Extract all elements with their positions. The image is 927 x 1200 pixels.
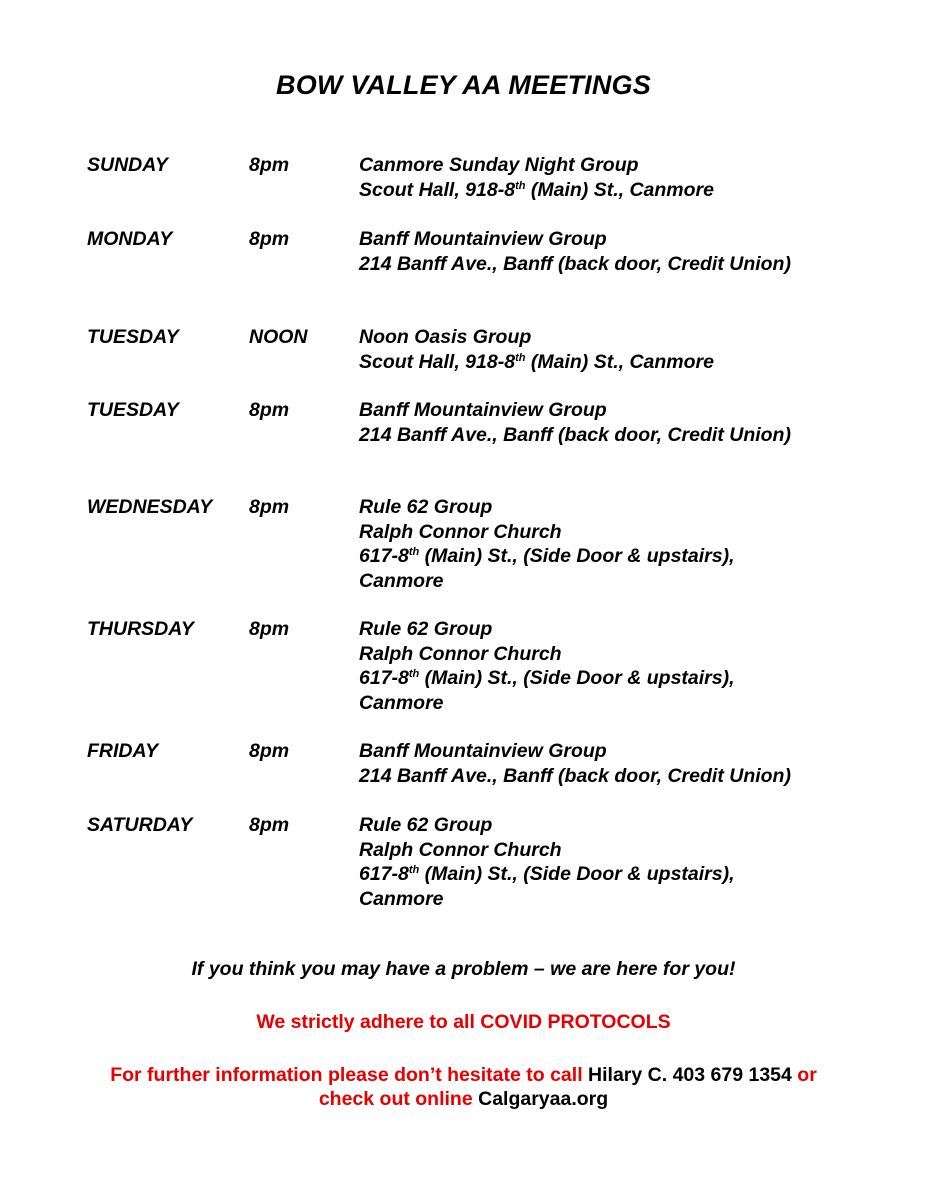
meeting-location	[359, 813, 919, 911]
address-text: (Main) St., Canmore	[525, 350, 714, 373]
meeting-address-line	[359, 887, 919, 912]
address-text: 617-8	[359, 545, 409, 567]
meeting-time: NOON	[249, 326, 308, 348]
address-text: 214 Banff Ave., Banff (back door, Credit Union)	[359, 252, 791, 275]
meeting-time: 8pm	[249, 228, 290, 250]
meeting-address-line	[359, 178, 919, 203]
address-text: 214 Banff Ave., Banff (back door, Credit Union)	[359, 423, 791, 446]
address-text: Canmore	[359, 569, 444, 592]
meeting-time: 8pm	[249, 154, 290, 176]
address-text: Canmore	[359, 887, 444, 910]
address-text: 214 Banff Ave., Banff (back door, Credit Union)	[359, 764, 791, 787]
meeting-address-line	[359, 252, 919, 277]
address-text: 617-8	[359, 863, 409, 885]
tagline: If you think you may have a problem – we are here for you!	[191, 958, 736, 980]
meeting-address-line	[359, 350, 919, 375]
meeting-address-line	[359, 764, 919, 789]
meeting-location	[359, 495, 919, 593]
meeting-location	[359, 153, 919, 202]
meeting-time: 8pm	[249, 740, 290, 762]
address-text: Ralph Connor Church	[359, 838, 562, 861]
meeting-day: TUESDAY	[87, 399, 179, 421]
meeting-address-line	[359, 544, 919, 569]
contact-phone: Hilary C. 403 679 1354	[588, 1064, 792, 1086]
meeting-time: 8pm	[249, 618, 290, 640]
meeting-group-name: Rule 62 Group	[359, 618, 493, 640]
address-text: (Main) St., Canmore	[525, 178, 714, 201]
meeting-day: FRIDAY	[87, 740, 159, 762]
meeting-address-line	[359, 838, 919, 863]
meeting-group-name: Banff Mountainview Group	[359, 399, 607, 421]
info-text-online: check out online	[318, 1088, 479, 1110]
meeting-location	[359, 398, 919, 447]
address-text: Scout Hall, 918-8	[359, 350, 516, 373]
meeting-address-line	[359, 666, 919, 691]
ordinal-suffix: th	[515, 179, 526, 192]
meeting-time: 8pm	[249, 814, 290, 836]
meeting-address-line	[359, 423, 919, 448]
meeting-address-line	[359, 569, 919, 594]
meeting-address-line	[359, 862, 919, 887]
meeting-group-name: Rule 62 Group	[359, 496, 493, 518]
info-text-call: For further information please don’t hesitate to call	[110, 1064, 589, 1086]
meeting-address-line	[359, 642, 919, 667]
meeting-day: SATURDAY	[87, 814, 193, 836]
meeting-time: 8pm	[249, 399, 290, 421]
address-text: Ralph Connor Church	[359, 520, 562, 543]
ordinal-suffix: th	[408, 668, 420, 680]
meeting-location	[359, 227, 919, 276]
address-text: Canmore	[359, 691, 444, 714]
website-link[interactable]: Calgaryaa.org	[478, 1088, 609, 1110]
ordinal-suffix: th	[408, 546, 420, 558]
address-text: Scout Hall, 918-8	[359, 178, 516, 201]
page-title: BOW VALLEY AA MEETINGS	[276, 70, 651, 100]
info-text-or: or	[791, 1064, 817, 1086]
covid-notice: We strictly adhere to all COVID PROTOCOLS	[256, 1011, 671, 1033]
meeting-address-line	[359, 691, 919, 716]
meeting-address-line	[359, 520, 919, 545]
meeting-group-name: Banff Mountainview Group	[359, 740, 607, 762]
address-text: Ralph Connor Church	[359, 642, 562, 665]
ordinal-suffix: th	[408, 864, 420, 876]
address-text: (Main) St., (Side Door & upstairs),	[419, 545, 735, 567]
meeting-day: TUESDAY	[87, 326, 179, 348]
address-text: (Main) St., (Side Door & upstairs),	[419, 863, 735, 885]
meeting-group-name: Noon Oasis Group	[359, 326, 532, 348]
meeting-location	[359, 325, 919, 374]
meeting-location	[359, 739, 919, 788]
address-text: (Main) St., (Side Door & upstairs),	[419, 667, 735, 689]
meeting-day: SUNDAY	[87, 154, 168, 176]
contact-info	[0, 1063, 927, 1111]
meeting-day: WEDNESDAY	[87, 496, 213, 518]
meeting-day: MONDAY	[87, 228, 173, 250]
meeting-location	[359, 617, 919, 715]
meeting-group-name: Canmore Sunday Night Group	[359, 154, 639, 176]
meeting-group-name: Rule 62 Group	[359, 814, 493, 836]
meeting-day: THURSDAY	[87, 618, 194, 640]
address-text: 617-8	[359, 667, 409, 689]
ordinal-suffix: th	[515, 351, 526, 364]
meeting-time: 8pm	[249, 496, 290, 518]
meeting-group-name: Banff Mountainview Group	[359, 228, 607, 250]
